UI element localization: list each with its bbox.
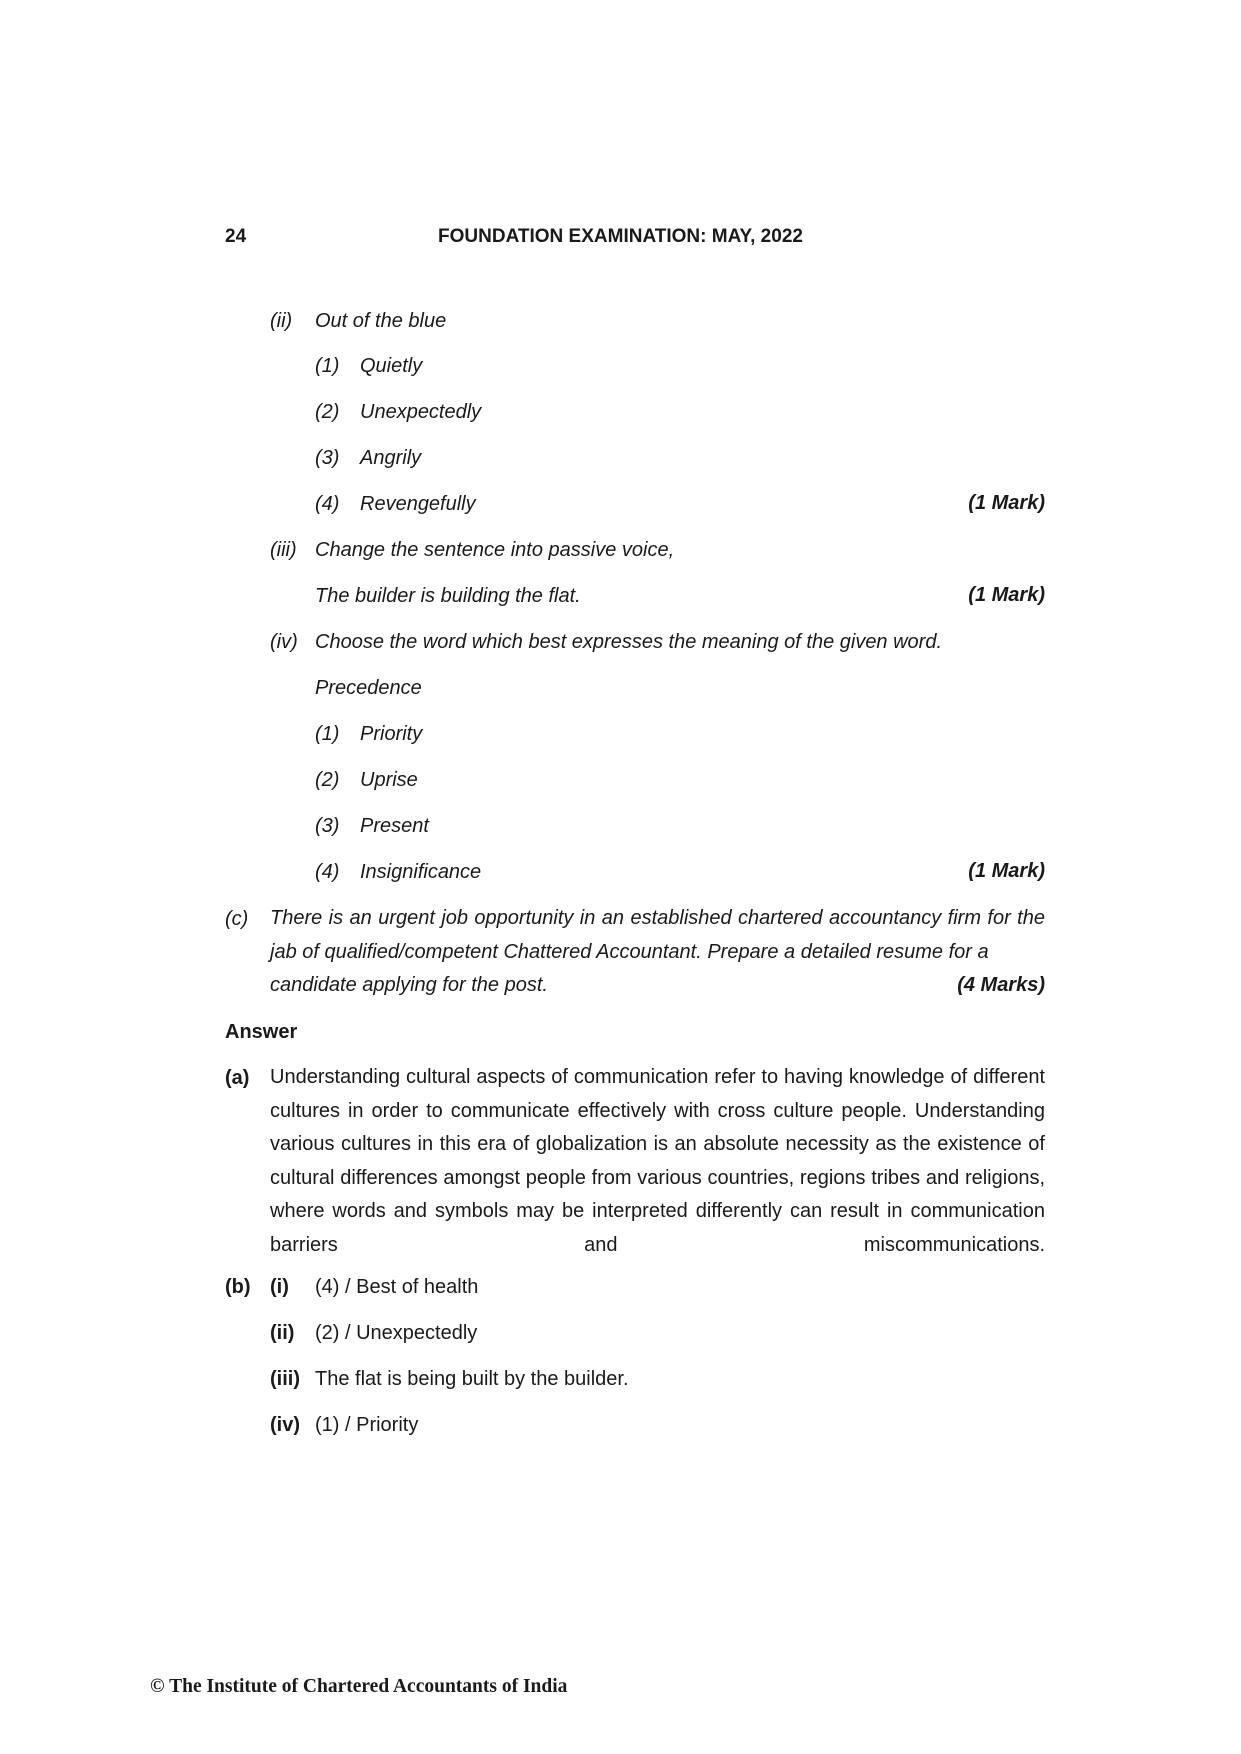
question-text-iv: Choose the word which best expresses the meaning of the given word.: [315, 631, 943, 653]
option-number: (4): [315, 861, 340, 883]
option-number: (2): [315, 769, 340, 791]
question-number-c: (c): [225, 908, 249, 930]
answer-item-number: (ii): [270, 1322, 295, 1344]
option-text: Angrily: [360, 447, 422, 469]
question-text-ii: Out of the blue: [315, 310, 447, 332]
question-sentence-iii: The builder is building the flat.: [315, 585, 581, 607]
option-text: Unexpectedly: [360, 401, 482, 423]
question-word-iv: Precedence: [315, 677, 422, 699]
answer-item-number: (iii): [270, 1368, 300, 1390]
marks-label: (1 Mark): [968, 492, 1045, 514]
copyright-footer: © The Institute of Chartered Accountants of India: [150, 1676, 568, 1697]
question-number-iii: (iii): [270, 539, 297, 561]
answer-item-text: The flat is being built by the builder.: [315, 1368, 629, 1390]
answer-number-a: (a): [225, 1067, 250, 1089]
page-header: [0, 226, 1241, 256]
question-number-iv: (iv): [270, 631, 298, 653]
marks-label: (1 Mark): [968, 860, 1045, 882]
answer-item-number: (i): [270, 1276, 289, 1298]
question-text-c-body: There is an urgent job opportunity in an established chartered accountancy firm for the jab of qualified/competent Chattered Accountant. Prepare a detailed resume for a: [270, 907, 1045, 963]
option-number: (2): [315, 401, 340, 423]
exam-title: FOUNDATION EXAMINATION: MAY, 2022: [438, 226, 803, 247]
marks-label: (4 Marks): [957, 974, 1045, 996]
option-number: (1): [315, 723, 340, 745]
question-text-iii: Change the sentence into passive voice,: [315, 539, 675, 561]
option-text: Quietly: [360, 355, 423, 377]
option-text: Priority: [360, 723, 423, 745]
question-text-c-last-line: candidate applying for the post.: [270, 974, 548, 996]
answer-text-a: Understanding cultural aspects of communication refer to having knowledge of different cultures in order to communicate effectively with cross culture people. Understanding various cultures in this era of globalization is an absolute necessity as the existence of cultural differences amongst people from various countries, regions tribes and religions, where words and symbols may be interpreted differently can result in communication barriers and miscommunications.: [270, 1066, 1045, 1256]
answer-heading: Answer: [225, 1021, 298, 1043]
marks-label: (1 Mark): [968, 584, 1045, 606]
answer-item-text: (1) / Priority: [315, 1414, 419, 1436]
option-number: (3): [315, 447, 340, 469]
option-text: Uprise: [360, 769, 418, 791]
page-number: 24: [225, 226, 247, 247]
answer-item-text: (2) / Unexpectedly: [315, 1322, 478, 1344]
option-text: Insignificance: [360, 861, 482, 883]
option-number: (1): [315, 355, 340, 377]
option-number: (4): [315, 493, 340, 515]
answer-item-number: (iv): [270, 1414, 300, 1436]
option-text: Revengefully: [360, 493, 476, 515]
option-text: Present: [360, 815, 429, 837]
question-number-ii: (ii): [270, 310, 293, 332]
answer-number-b: (b): [225, 1276, 251, 1298]
answer-item-text: (4) / Best of health: [315, 1276, 479, 1298]
option-number: (3): [315, 815, 340, 837]
question-text-c: [270, 902, 1045, 1036]
